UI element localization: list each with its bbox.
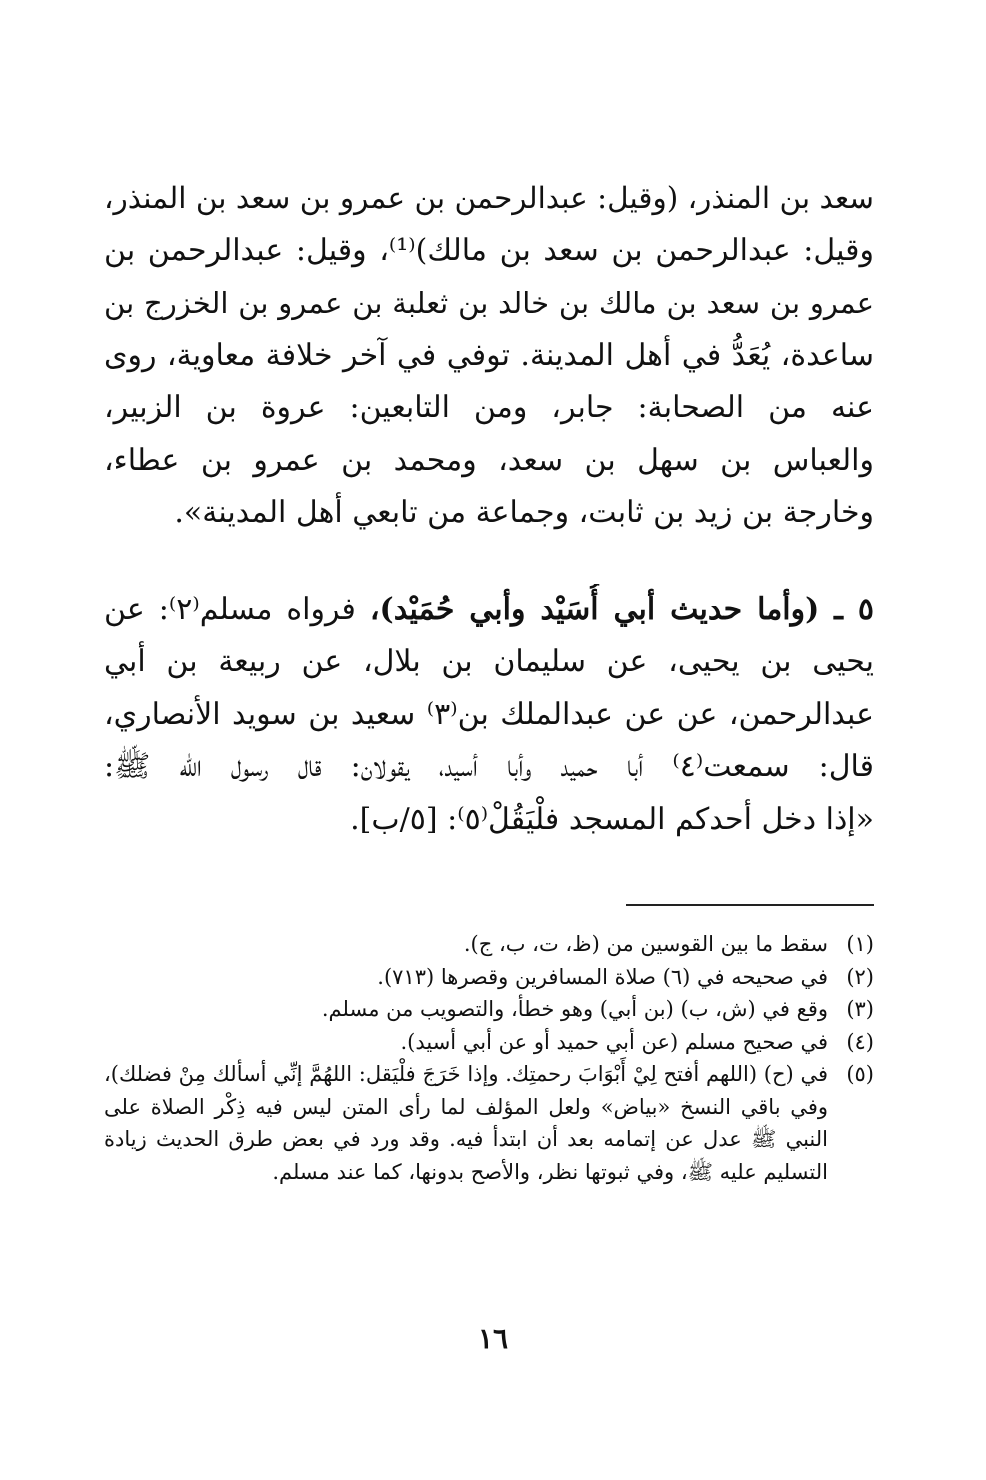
footnote-text: وقع في (ش، ب) (بن أبي) وهو خطأ، والتصويب من مسلم. (321, 997, 828, 1021)
footnote (104, 993, 874, 1026)
paragraph-gap (104, 540, 874, 584)
main-text (104, 172, 874, 846)
footnote-number: (٤) (846, 1029, 874, 1054)
footnote-text: في (ح) (اللهم أفتح لِيْ أَبْوَابَ رحمتِك. وإذا خَرَجَ فلْيَقل: اللهُمَّ إنِّي أسألك مِنْ فضلك)، وفي باقي النسخ «بياض» ولعل المؤلف لما رأى المتن ليس فيه ذِكْر الصلاة على النبي ﷺ عدل عن إتمامه بعد أن ابتدأ فيه. وقد ورد في بعض طرق الحديث زيادة التسليم عليه ﷺ، وفي ثبوتها نظر، والأصح بدونها، كما عند مسلم. (104, 1062, 828, 1184)
footnote (104, 1026, 874, 1059)
footnote-separator (626, 904, 874, 906)
section-heading: ٥ ـ (وأما حديث أبي أُسَيْد وأبي حُمَيْد)، (369, 591, 874, 627)
footnote-text: في صحيحه في (٦) صلاة المسافرين وقصرها (٧١٣). (377, 964, 828, 989)
footnote (104, 1058, 874, 1188)
paragraph-2 (104, 584, 874, 847)
footnote-number: (٢) (846, 964, 874, 989)
paragraph-line-first (104, 584, 874, 637)
paragraph-line: ساعدة، يُعَدُّ في أهل المدينة. توفي في آخر خلافة معاوية، روى (104, 337, 874, 373)
paragraph-line: عنه من الصحابة: جابر، ومن التابعين: عروة بن الزبير، (104, 390, 874, 425)
paragraph-line: يحيى بن يحيى، عن سليمان بن بلال، عن ربيعة بن أبي (104, 644, 874, 679)
paragraph-line: وخارجة بن زيد بن ثابت، وجماعة من تابعي أهل المدينة». (174, 495, 874, 530)
paragraph-line: والعباس بن سهل بن سعد، ومحمد بن عمرو بن عطاء، (104, 442, 874, 478)
paragraph-1 (104, 172, 874, 540)
paragraph-line: سعد بن المنذر، (وقيل: عبدالرحمن بن عمرو بن سعد بن المنذر، (104, 181, 874, 215)
paragraph-line: وقيل: عبدالرحمن بن سعد بن مالك)⁽¹⁾، وقيل: عبدالرحمن بن (104, 232, 874, 268)
footnote-number: (١) (846, 932, 874, 956)
page-number: ١٦ (477, 1322, 509, 1355)
paragraph-line: عبدالرحمن، عن عن عبدالملك بن⁽٣⁾ سعيد بن سويد الأنصاري، (104, 696, 874, 732)
footnotes (104, 928, 874, 1188)
footnote-number: (٣) (846, 997, 874, 1021)
paragraph-line: «إذا دخل أحدكم المسجد فلْيَقُلْ⁽٥⁾: [٥/ب]. (350, 801, 874, 837)
footnote-text: في صحيح مسلم (عن أبي حميد أو عن أبي أسيد). (400, 1029, 828, 1054)
paragraph-line: عمرو بن سعد بن مالك بن خالد بن ثعلبة بن عمرو بن الخزرج بن (104, 286, 874, 320)
paragraph-line-rest: فرواه مسلم⁽٢⁾: عن (104, 591, 356, 627)
footnote-number: (٥) (846, 1062, 874, 1086)
paragraph-line: قال: سمعت⁽٤⁾ أبا حميد وأبا أسيد، يقولان: قال رسول الله ﷺ: (104, 749, 874, 784)
footnote (104, 928, 874, 961)
footnote-text: سقط ما بين القوسين من (ظ، ت، ب، ج). (463, 932, 828, 956)
footnote (104, 961, 874, 994)
